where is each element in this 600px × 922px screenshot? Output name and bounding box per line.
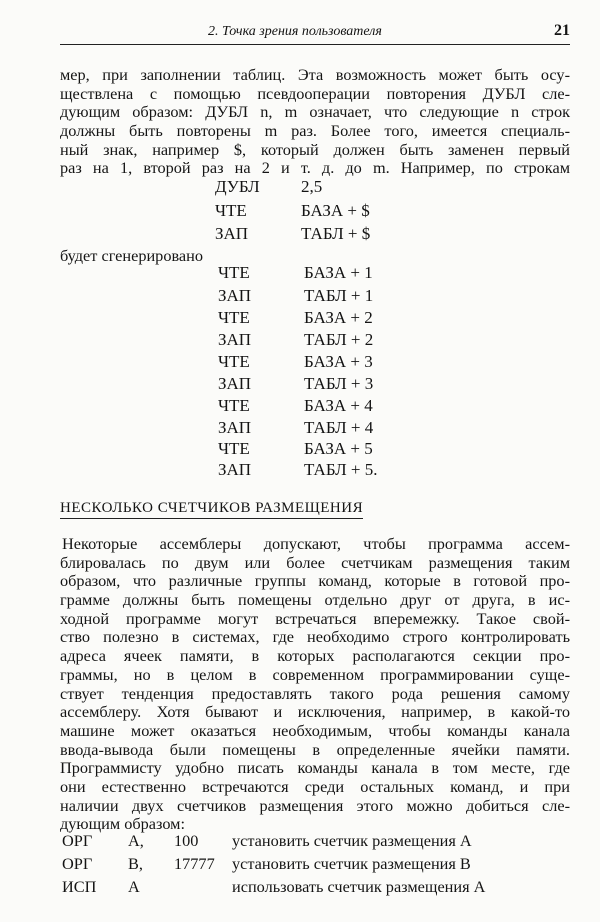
- listing-arg: БАЗА + 3: [304, 352, 373, 371]
- text-line: ассемблеру. Хотя бывают и исключения, например, в какой-то: [60, 702, 570, 722]
- counter-row: [62, 876, 572, 898]
- running-header: [60, 22, 570, 45]
- listing-op: ЗАП: [218, 418, 252, 437]
- text-line: дующим образом:: [60, 814, 185, 834]
- listing-arg: ТАБЛ + 2: [304, 330, 374, 349]
- counter-op: ИСП: [62, 877, 97, 896]
- listing-arg: БАЗА + 1: [304, 263, 373, 282]
- listing-arg: 2,5: [301, 177, 323, 196]
- text-line: Программисту удобно писать команды канала в том месте, где: [60, 758, 570, 778]
- listing-op: ЗАП: [218, 330, 252, 349]
- counter-reg: А: [128, 877, 140, 896]
- listing-op: ЗАП: [218, 286, 252, 305]
- text-line: ществлена с помощью псевдооперации повторения ДУБЛ сле-: [60, 83, 570, 103]
- text-line: наличии двух счетчиков размещения этого можно добиться сле-: [60, 795, 570, 815]
- listing-op: ДУБЛ: [215, 177, 260, 196]
- listing-op: ЧТЕ: [218, 352, 250, 371]
- listing-arg: БАЗА + 2: [304, 308, 373, 327]
- listing-arg: ТАБЛ + 1: [304, 286, 374, 305]
- counter-row: [62, 830, 572, 852]
- generated-label: будет сгенерировано: [60, 246, 204, 265]
- text-line: ство полезно в системах, где необходимо строго контролировать: [60, 627, 570, 647]
- text-line: грамме должны быть помещены отдельно друг от друга, в ис-: [60, 590, 570, 610]
- text-line: ствует тенденция предоставлять такого рода решения самому: [60, 683, 570, 703]
- text-line: должны быть повторены m раз. Более того, имеется специаль-: [60, 121, 570, 141]
- listing-op: ЧТЕ: [218, 439, 250, 458]
- listing-arg: ТАБЛ + 5.: [304, 460, 378, 479]
- listing-op: ЧТЕ: [215, 201, 247, 220]
- section-title: НЕСКОЛЬКО СЧЕТЧИКОВ РАЗМЕЩЕНИЯ: [60, 500, 363, 519]
- text-line: Некоторые ассемблеры допускают, чтобы программа ассем-: [62, 534, 570, 553]
- counter-addr: 100: [174, 831, 199, 850]
- text-line: они естественно встречаются среди остальных команд, и при: [60, 776, 570, 796]
- text-line: дующим образом: ДУБЛ n, m означает, что следующие n строк: [60, 102, 570, 122]
- counter-op: ОРГ: [62, 831, 93, 850]
- listing-arg: БАЗА + $: [301, 201, 370, 220]
- listing-arg: ТАБЛ + 4: [304, 418, 374, 437]
- intro-paragraph: [60, 66, 570, 178]
- text-line: блировалась по двум или более счетчикам размещения таким: [60, 552, 570, 572]
- counter-comment: использовать счетчик размещения А: [232, 877, 486, 896]
- listing-op: ЗАП: [218, 460, 252, 479]
- text-line: ный знак, например $, который должен быть заменен первый: [60, 139, 570, 159]
- text-line: машине может оказаться необходимым, чтобы команды канала: [60, 720, 570, 740]
- page-number: 21: [554, 22, 570, 39]
- counter-op: ОРГ: [62, 854, 93, 873]
- counter-reg: В,: [128, 854, 143, 873]
- text-line: ввода-вывода были помещены в определенные ячейки памяти.: [60, 739, 570, 759]
- listing-op: ЗАП: [215, 224, 249, 243]
- listing-op: ЧТЕ: [218, 396, 250, 415]
- text-line: граммы, но в целом в современном программировании суще-: [60, 664, 570, 684]
- listing-arg: БАЗА + 5: [304, 439, 373, 458]
- text-line: образом, что различные группы команд, которые в готовой про-: [60, 571, 570, 591]
- text-line: адреса ячеек памяти, в которых располагаются секции про-: [60, 646, 570, 666]
- listing-arg: ТАБЛ + 3: [304, 374, 374, 393]
- text-line: мер, при заполнении таблиц. Эта возможность может быть осу-: [60, 65, 570, 84]
- counter-addr: 17777: [174, 854, 215, 873]
- listing-op: ЗАП: [218, 374, 252, 393]
- counter-comment: установить счетчик размещения В: [232, 854, 471, 873]
- counter-comment: установить счетчик размещения А: [232, 831, 472, 850]
- chapter-title: 2. Точка зрения пользователя: [208, 24, 382, 39]
- text-line: раз на 1, второй раз на 2 и т. д. до m. Например, по строкам: [60, 158, 570, 178]
- text-line: ходной программе могут встречаться вперемежку. Такое свой-: [60, 608, 570, 628]
- listing-op: ЧТЕ: [218, 263, 250, 282]
- body-paragraph: [60, 535, 570, 834]
- listing-op: ЧТЕ: [218, 308, 250, 327]
- counter-row: [62, 853, 572, 875]
- counter-reg: А,: [128, 831, 144, 850]
- listing-arg: БАЗА + 4: [304, 396, 373, 415]
- listing-arg: ТАБЛ + $: [301, 224, 371, 243]
